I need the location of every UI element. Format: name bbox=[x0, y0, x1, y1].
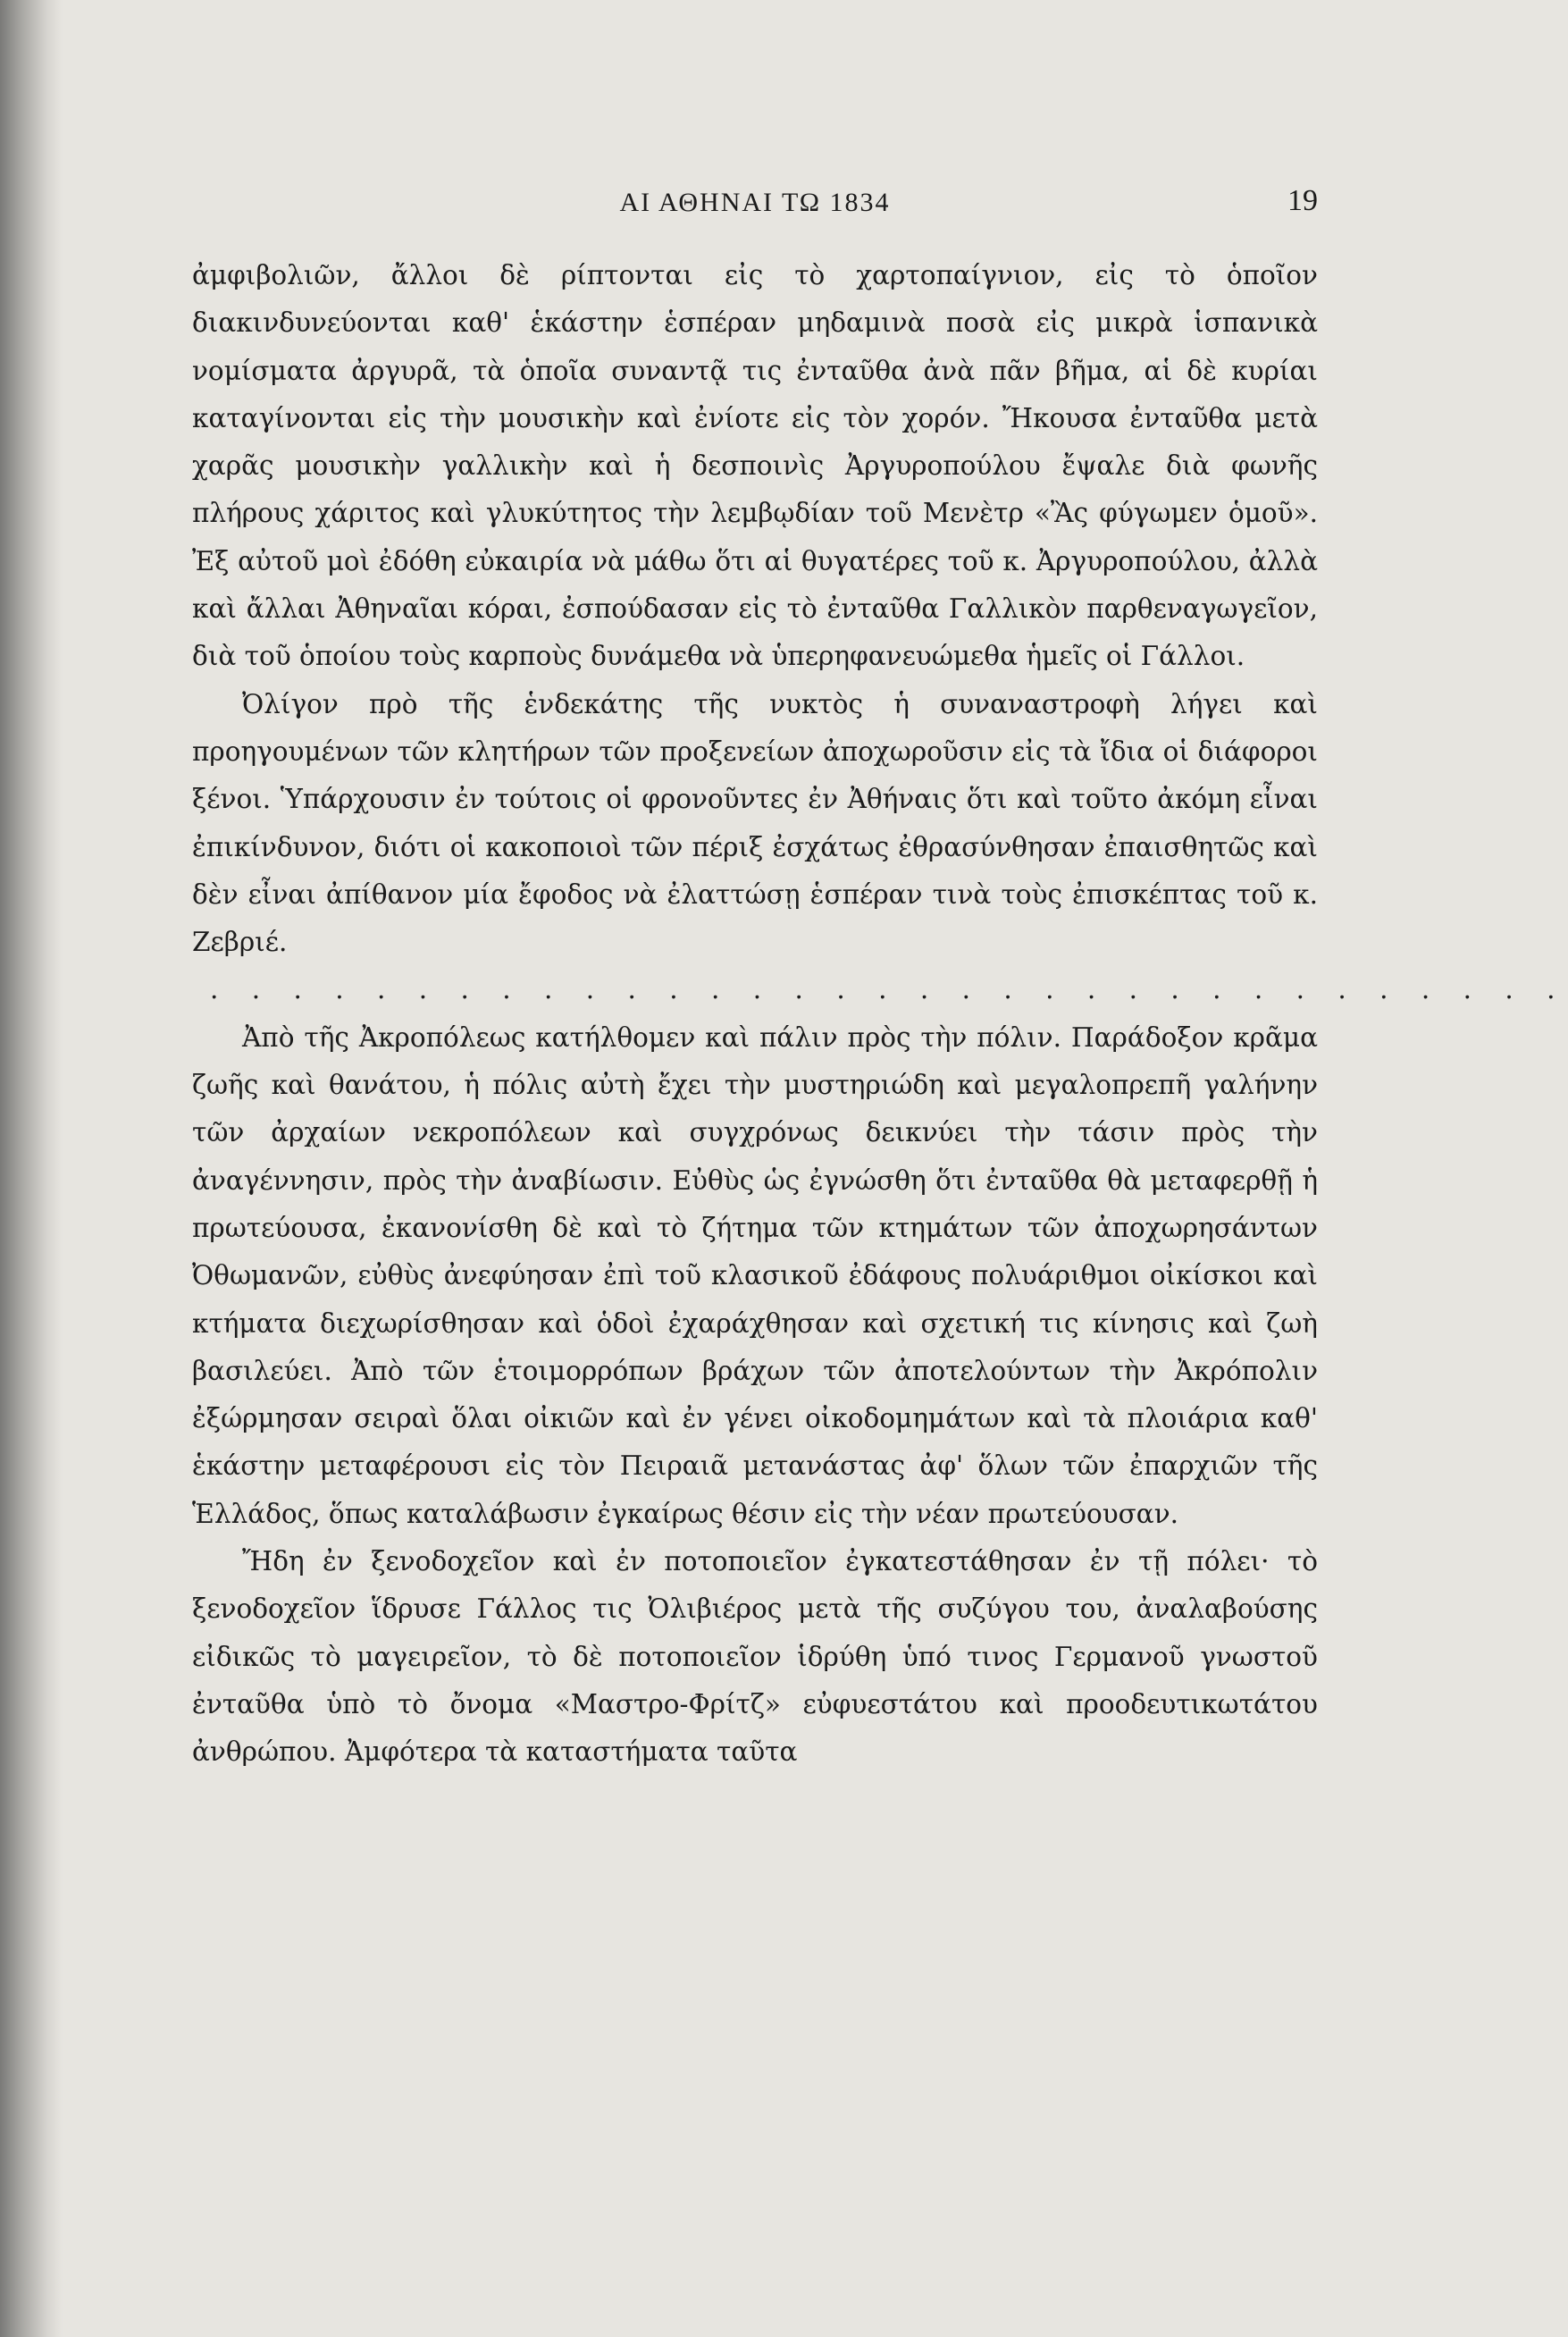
section-separator-dots: . . . . . . . . . . . . . . . . . . . . . . . . . . . . . . . . . bbox=[210, 974, 1568, 1005]
paragraph-3: Ἀπὸ τῆς Ἀκροπόλεως κατήλθομεν καὶ πάλιν πρὸς τὴν πόλιν. Παράδοξον κρᾶμα ζωῆς καὶ θανάτου, ἡ πόλις αὐτὴ ἔχει τὴν μυστηριώδη καὶ μεγαλοπρεπῆ γαλήνην τῶν ἀρχαίων νεκροπόλεων καὶ συγχρόνως δεικνύει τὴν τάσιν πρὸς τὴν ἀναγέννησιν, πρὸς τὴν ἀναβίωσιν. Εὐθὺς ὡς ἐγνώσθη ὅτι ἐνταῦθα θὰ μεταφερθῇ ἡ πρωτεύουσα, ἐκανονίσθη δὲ καὶ τὸ ζήτημα τῶν κτημάτων τῶν ἀποχωρησάντων Ὀθωμανῶν, εὐθὺς ἀνεφύησαν ἐπὶ τοῦ κλασικοῦ ἐδάφους πολυάριθμοι οἰκίσκοι καὶ κτήματα διεχωρίσθησαν καὶ ὁδοὶ ἐχαράχθησαν καὶ σχετική τις κίνησις καὶ ζωὴ βασιλεύει. Ἀπὸ τῶν ἑτοιμορρόπων βράχων τῶν ἀποτελούντων τὴν Ἀκρόπολιν ἐξώρμησαν σειραὶ ὅλαι οἰκιῶν καὶ ἐν γένει οἰκοδομημάτων καὶ τὰ πλοιάρια καθ' ἑκάστην μεταφέρουσι εἰς τὸν Πειραιᾶ μετανάστας ἀφ' ὅλων τῶν ἐπαρχιῶν τῆς Ἑλλάδος, ὅπως καταλάβωσιν ἐγκαίρως θέσιν εἰς τὴν νέαν πρωτεύουσαν. bbox=[192, 1021, 1318, 1529]
paragraph-4: Ἤδη ἐν ξενοδοχεῖον καὶ ἐν ποτοποιεῖον ἐγκατεστάθησαν ἐν τῇ πόλει· τὸ ξενοδοχεῖον ἵδρυσε Γάλλος τις Ὀλιβιέρος μετὰ τῆς συζύγου του, ἀναλαβούσης εἰδικῶς τὸ μαγειρεῖον, τὸ δὲ ποτοποιεῖον ἱδρύθη ὑπό τινος Γερμανοῦ γνωστοῦ ἐνταῦθα ὑπὸ τὸ ὄνομα «Μαστρο-Φρίτζ» εὐφυεστάτου καὶ προοδευτικωτάτου ἀνθρώπου. Ἀμφότερα τὰ καταστήματα ταῦτα bbox=[192, 1546, 1318, 1768]
page-number: 19 bbox=[1287, 184, 1318, 217]
book-page bbox=[192, 184, 1568, 1777]
running-title: ΑΙ ΑΘΗΝΑΙ ΤΩ 1834 bbox=[619, 188, 891, 217]
book-binding-shadow bbox=[0, 0, 63, 2337]
body-text bbox=[192, 252, 1568, 1777]
paragraph-2: Ὀλίγον πρὸ τῆς ἑνδεκάτης τῆς νυκτὸς ἡ συναναστροφὴ λήγει καὶ προηγουμένων τῶν κλητήρων τῶν προξενείων ἀποχωροῦσιν εἰς τὰ ἴδια οἱ διάφοροι ξένοι. Ὑπάρχουσιν ἐν τούτοις οἱ φρονοῦντες ἐν Ἀθήναις ὅτι καὶ τοῦτο ἀκόμη εἶναι ἐπικίνδυνον, διότι οἱ κακοποιοὶ τῶν πέριξ ἐσχάτως ἐθρασύνθησαν ἐπαισθητῶς καὶ δὲν εἶναι ἀπίθανον μία ἔφοδος νὰ ἐλαττώσῃ ἑσπέραν τινὰ τοὺς ἐπισκέπτας τοῦ κ. Ζεβριέ. bbox=[192, 688, 1318, 958]
paragraph-1: ἀμφιβολιῶν, ἄλλοι δὲ ρίπτονται εἰς τὸ χαρτοπαίγνιον, εἰς τὸ ὁποῖον διακινδυνεύονται καθ' ἑκάστην ἑσπέραν μηδαμινὰ ποσὰ εἰς μικρὰ ἱσπανικὰ νομίσματα ἀργυρᾶ, τὰ ὁποῖα συναντᾷ τις ἐνταῦθα ἀνὰ πᾶν βῆμα, αἱ δὲ κυρίαι καταγίνονται εἰς τὴν μουσικὴν καὶ ἐνίοτε εἰς τὸν χορόν. Ἤκουσα ἐνταῦθα μετὰ χαρᾶς μουσικὴν γαλλικὴν καὶ ἡ δεσποινὶς Ἀργυροπούλου ἔψαλε διὰ φωνῆς πλήρους χάριτος καὶ γλυκύτητος τὴν λεμβῳδίαν τοῦ Μενὲτρ «Ἂς φύγωμεν ὁμοῦ». Ἐξ αὐτοῦ μοὶ ἐδόθη εὐκαιρία νὰ μάθω ὅτι αἱ θυγατέρες τοῦ κ. Ἀργυροπούλου, ἀλλὰ καὶ ἄλλαι Ἀθηναῖαι κόραι, ἐσπούδασαν εἰς τὸ ἐνταῦθα Γαλλικὸν παρθεναγωγεῖον, διὰ τοῦ ὁποίου τοὺς καρποὺς δυνάμεθα νὰ ὑπερηφανευώμεθα ἡμεῖς οἱ Γάλλοι. bbox=[192, 260, 1318, 672]
running-header bbox=[192, 184, 1318, 241]
